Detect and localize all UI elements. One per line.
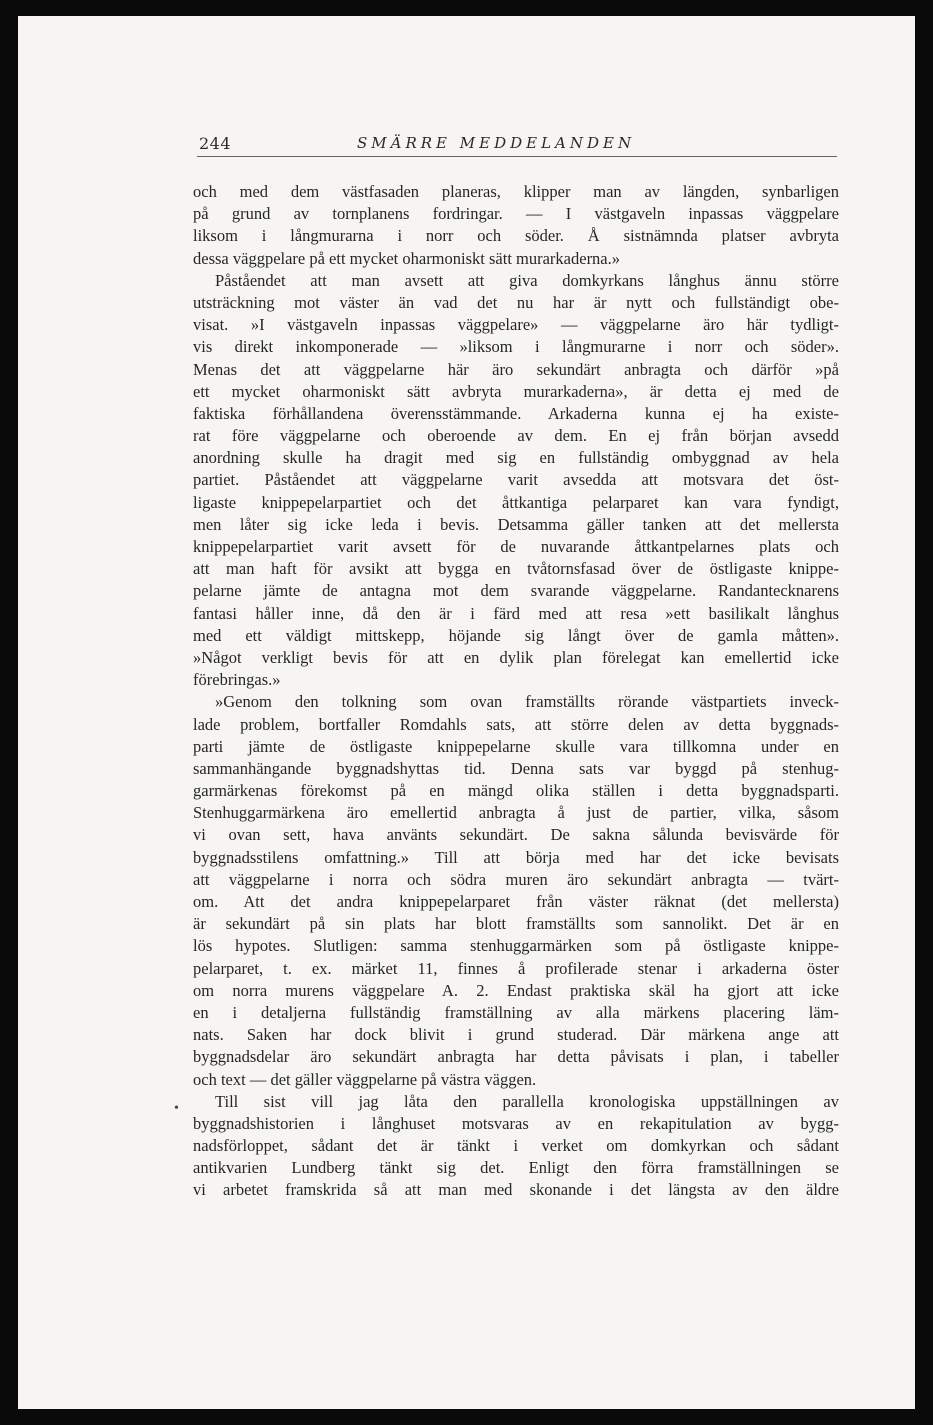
text-line: anordning skulle ha dragit med sig en fullständig ombyggnad av hela (193, 448, 839, 468)
text-line: Menas det att väggpelarne här äro sekundärt anbragta och därför »på (193, 359, 839, 379)
text-line: om. Att det andra knippepelarparet från väster räknat (det mellersta) (193, 892, 839, 911)
running-title: SMÄRRE MEDDELANDEN (357, 134, 636, 152)
text-line: liksom i långmurarna i norr och söder. Å sistnämnda platser avbryta (193, 226, 839, 246)
text-line: byggnadshistorien i långhuset motsvaras av en rekapitulation av bygg- (193, 1113, 839, 1133)
text-line: med ett väldigt mittskepp, höjande sig långt över de gamla måtten». (193, 625, 839, 645)
text-line: faktiska förhållandena överensstämmande. Arkaderna kunna ej ha existe- (193, 403, 839, 423)
text-line: rat före väggpelarne och oberoende av dem. En ej från början avsedd (193, 426, 839, 446)
text-line: byggnadsstilens omfattning.» Till att börja med har det icke bevisats (193, 847, 839, 867)
text-line: förebringas.» (193, 670, 281, 690)
text-line: lade problem, bortfaller Romdahls sats, att större delen av detta byggnads- (193, 714, 839, 734)
text-line: men låter sig icke leda i bevis. Detsamma gäller tanken att det mellersta (193, 514, 839, 534)
text-line: Stenhuggarmärkena äro emellertid anbragta å just de partier, vilka, såsom (193, 803, 839, 823)
text-line: och med dem västfasaden planeras, klipper man av längden, synbarligen (193, 182, 839, 201)
text-line: att väggpelarne i norra och södra muren äro sekundärt anbragta — tvärt- (193, 869, 839, 889)
text-line: dessa väggpelare på ett mycket oharmoniskt sätt murarkaderna.» (193, 248, 621, 268)
text-line: och text — det gäller väggpelarne på västra väggen. (193, 1069, 537, 1089)
body-text (193, 181, 839, 1202)
text-line: antikvarien Lundberg tänkt sig det. Enligt den förra framställningen se (193, 1158, 839, 1178)
text-line: ett mycket oharmoniskt sätt avbryta murarkaderna», är detta ej med de (193, 381, 839, 401)
text-line: garmärkenas förekomst på en mängd olika ställen i detta byggnadsparti. (193, 781, 839, 801)
text-line: Påståendet att man avsett att giva domkyrkans långhus ännu större (215, 270, 839, 290)
text-line: vis direkt inkomponerade — »liksom i långmurarne i norr och söder». (193, 337, 839, 357)
text-line: på grund av tornplanens fordringar. — I västgaveln inpassas väggpelare (193, 204, 839, 224)
text-line: är sekundärt på sin plats har blott framställts som sannolikt. Det är en (193, 914, 839, 934)
text-line: vi arbetet framskrida så att man med skonande i det längsta av den äldre (193, 1180, 839, 1200)
text-line: »Något verkligt bevis för att en dylik plan förelegat kan emellertid icke (193, 647, 839, 667)
margin-mark: • (174, 1101, 179, 1116)
text-line: pelarparet, t. ex. märket 11, finnes å profilerade stenar i arkaderna öster (193, 958, 839, 978)
text-line: knippepelarpartiet varit avsett för de nuvarande åttkantpelarnes plats och (193, 537, 839, 556)
text-line: »Genom den tolkning som ovan framställts rörande västpartiets inveck- (215, 692, 839, 712)
text-line: ligaste knippepelarpartiet och det åttkantiga pelarparet kan vara fyndigt, (193, 492, 839, 512)
text-line: att man haft för avsikt att bygga en tvåtornsfasad över de östligaste knippe- (193, 559, 839, 579)
text-line: sammanhängande byggnadshyttas tid. Denna sats var byggd på stenhug- (193, 758, 839, 778)
text-line: nats. Saken har dock blivit i grund studerad. Där märkena ange att (193, 1025, 839, 1045)
page-number: 244 (199, 134, 232, 153)
text-line: visat. »I västgaveln inpassas väggpelare» — väggpelarne äro här tydligt- (193, 315, 839, 335)
text-line: Till sist vill jag låta den parallella kronologiska uppställningen av (215, 1091, 839, 1111)
text-line: pelarne jämte de antagna mot dem svarande väggpelarne. Randantecknarens (193, 581, 839, 601)
page-header (197, 134, 837, 157)
text-line: lös hypotes. Slutligen: samma stenhuggarmärken som på östligaste knippe- (193, 936, 839, 956)
text-line: vi ovan sett, hava använts sekundärt. De sakna sålunda bevisvärde för (193, 825, 839, 845)
text-line: byggnadsdelar äro sekundärt anbragta har detta påvisats i plan, i tabeller (193, 1047, 839, 1067)
text-line: om norra murens väggpelare A. 2. Endast praktiska skäl ha gjort att icke (193, 980, 839, 1000)
text-line: en i detaljerna fullständig framställning av alla märkens placering läm- (193, 1002, 839, 1022)
text-line: parti jämte de östligaste knippepelarne skulle vara tillkomna under en (193, 736, 839, 756)
text-line: nadsförloppet, sådant det är tänkt i verket om domkyrkan och sådant (193, 1136, 839, 1156)
text-line: utsträckning mot väster än vad det nu har är nytt och fullständigt obe- (193, 292, 839, 312)
text-line: partiet. Påståendet att väggpelarne varit avsedda att motsvara det öst- (193, 470, 839, 490)
text-line: fantasi håller inne, då den är i färd med att resa »ett basilikalt långhus (193, 603, 839, 623)
